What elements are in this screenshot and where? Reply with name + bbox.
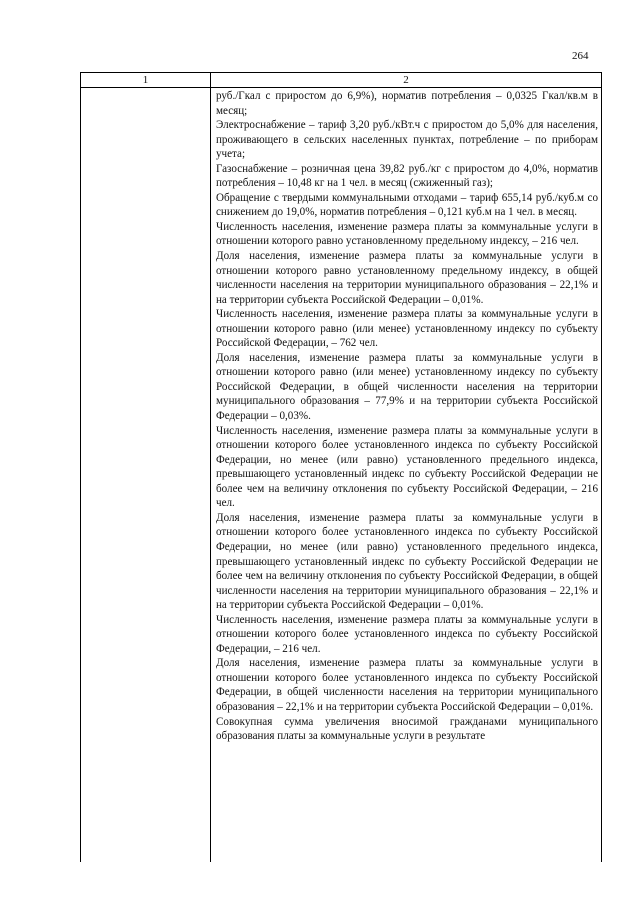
paragraph: Численность населения, изменение размера платы за коммунальные услуги в отношении которого более установленного индекса по субъекту Российской Федерации, но менее (или равно) установленного предельного индекса, превышающего установленный индекс по субъекту Российской Федерации не более чем на величину отклонения по субъекту Российской Федерации, – 216 чел. — [216, 424, 598, 510]
paragraph: Доля населения, изменение размера платы за коммунальные услуги в отношении которого более установленного индекса по субъекту Российской Федерации, в общей численности населения на территории муниципального образования – 22,1% и на территории субъекта Российской Федерации – 0,01%. — [216, 657, 598, 713]
paragraph: Совокупная сумма увеличения вносимой гражданами муниципального образования платы за коммунальные услуги в результате — [216, 715, 598, 743]
paragraph: Доля населения, изменение размера платы за коммунальные услуги в отношении которого более установленного индекса по субъекту Российской Федерации, но менее (или равно) установленного предельного индекса, превышающего установленный индекс по субъекту Российской Федерации не более чем на величину отклонения по субъекту Российской Федерации, в общей численности населения на территории муниципального образования – 22,1% и на территории субъекта Российской Федерации – 0,01%. — [216, 511, 598, 612]
paragraph: Электроснабжение – тариф 3,20 руб./кВт.ч с приростом до 5,0% для населения, проживающего в сельских населенных пунктах, потребление – по приборам учета; — [216, 119, 598, 161]
paragraph: Газоснабжение – розничная цена 39,82 руб./кг с приростом до 4,0%, норматив потребления – 10,48 кг на 1 чел. в месяц (сжиженный газ); — [216, 162, 598, 190]
document-table — [80, 72, 602, 862]
column-divider — [210, 73, 211, 862]
paragraph: Численность населения, изменение размера платы за коммунальные услуги в отношении которого равно установленному предельному индексу, – 216 чел. — [216, 220, 598, 248]
column-header-1: 1 — [142, 74, 149, 86]
paragraph: Доля населения, изменение размера платы за коммунальные услуги в отношении которого равно (или менее) установленному индексу по субъекту Российской Федерации, в общей численности населения на территории муниципального образования – 77,9% и на территории субъекта Российской Федерации – 0,03%. — [216, 351, 598, 423]
table-cell-content — [216, 89, 598, 744]
paragraph: Доля населения, изменение размера платы за коммунальные услуги в отношении которого равно установленному предельному индексу, в общей численности населения на территории муниципального образования – 22,1% и на территории субъекта Российской Федерации – 0,01%. — [216, 250, 598, 306]
page-number: 264 — [572, 50, 589, 62]
paragraph: Численность населения, изменение размера платы за коммунальные услуги в отношении которого более установленного индекса по субъекту Российской Федерации, – 216 чел. — [216, 613, 598, 655]
table-header-row — [81, 73, 601, 88]
paragraph: Численность населения, изменение размера платы за коммунальные услуги в отношении которого равно (или менее) установленному индексу по субъекту Российской Федерации, – 762 чел. — [216, 308, 598, 350]
paragraph: руб./Гкал с приростом до 6,9%), норматив потребления – 0,0325 Гкал/кв.м в месяц; — [216, 90, 598, 117]
paragraph: Обращение с твердыми коммунальными отходами – тариф 655,14 руб./куб.м со снижением до 19,0%, норматив потребления – 0,121 куб.м на 1 чел. в месяц. — [216, 191, 598, 219]
column-header-2: 2 — [403, 74, 409, 86]
